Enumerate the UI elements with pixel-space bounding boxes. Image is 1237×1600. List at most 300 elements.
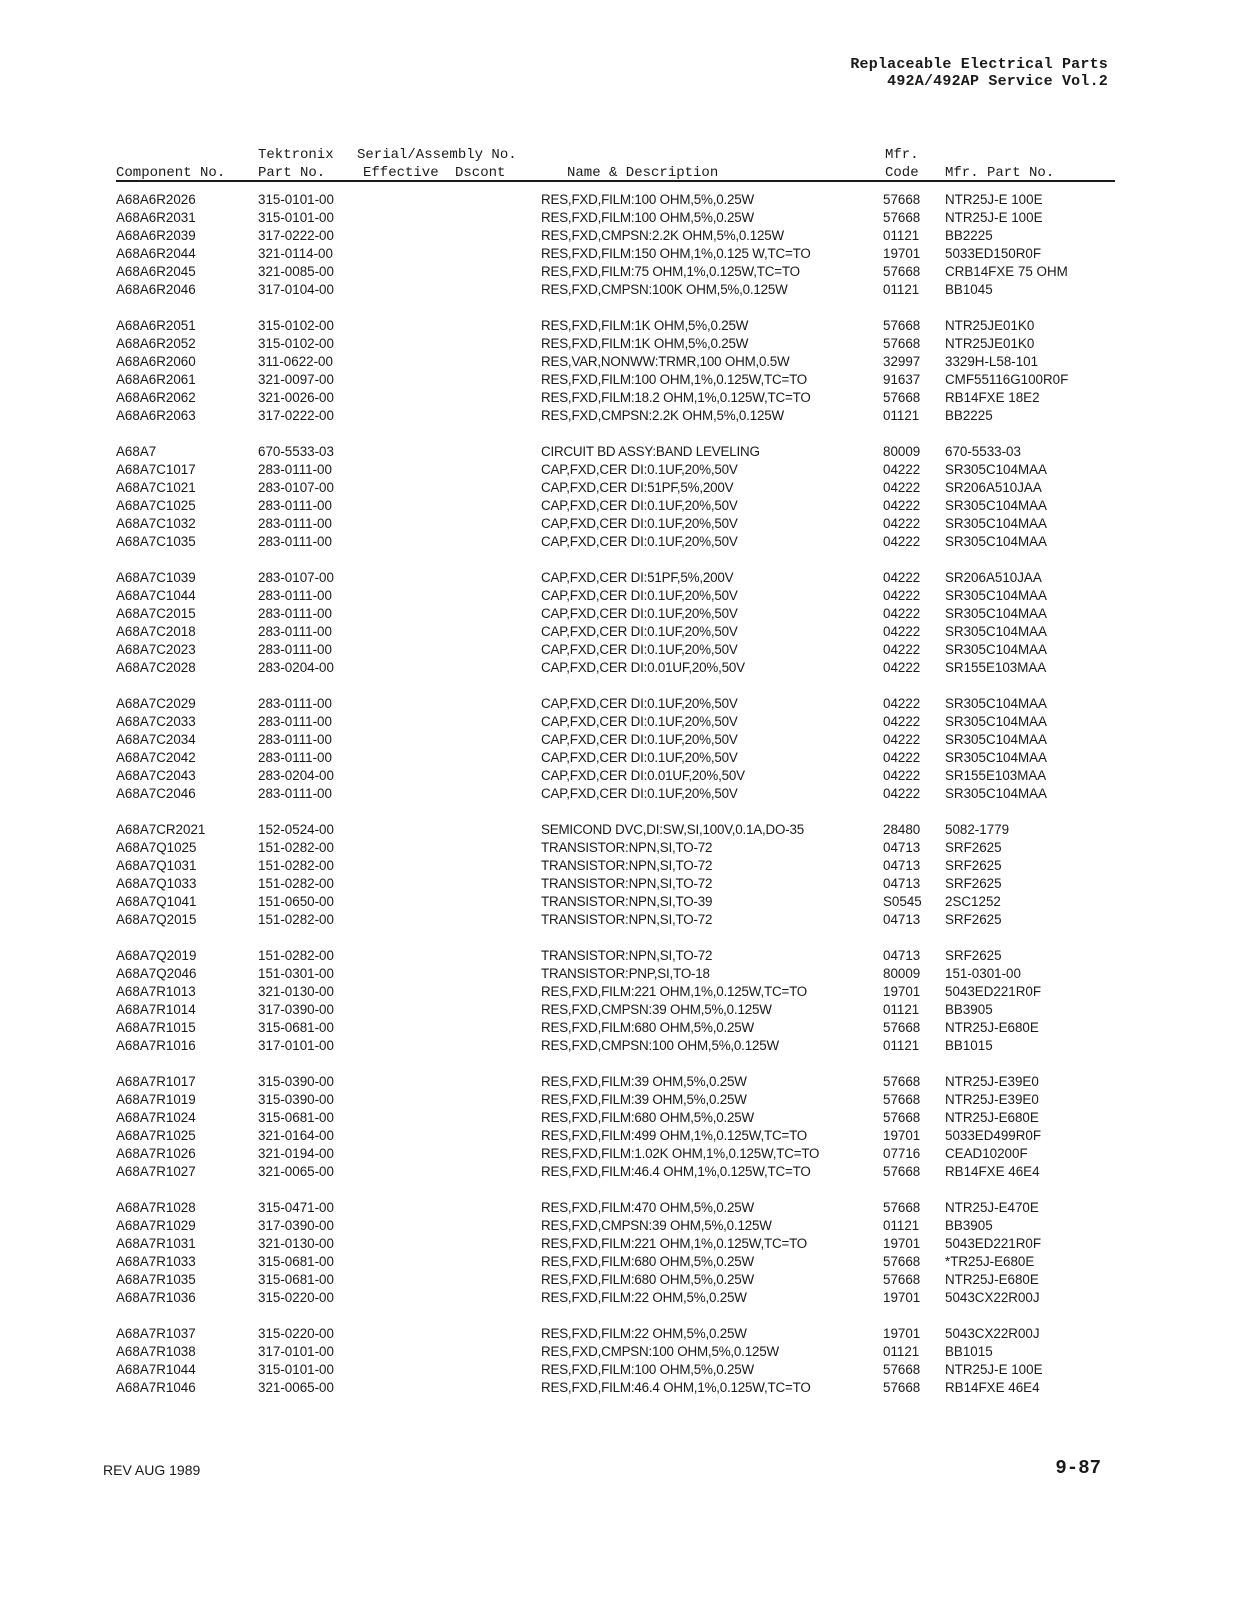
- mfr-code: 04713: [883, 876, 921, 891]
- table-row: [0, 515, 1237, 533]
- mfr-part-no: NTR25JE01K0: [945, 318, 1035, 333]
- description: CAP,FXD,CER DI:51PF,5%,200V: [541, 480, 734, 495]
- table-row: [0, 1163, 1237, 1181]
- description: RES,FXD,FILM:499 OHM,1%,0.125W,TC=TO: [541, 1128, 808, 1143]
- tek-part-no: 283-0111-00: [258, 624, 332, 639]
- table-row: [0, 947, 1237, 965]
- table-row: [0, 875, 1237, 893]
- mfr-code: 04222: [883, 714, 921, 729]
- row-group: [0, 191, 1237, 299]
- col-serial: Serial/Assembly No.: [357, 147, 517, 163]
- mfr-code: 01121: [883, 408, 920, 423]
- component-no: A68A7C2034: [116, 732, 196, 747]
- mfr-code: 80009: [883, 966, 921, 981]
- tek-part-no: 283-0111-00: [258, 588, 332, 603]
- component-no: A68A7R1026: [116, 1146, 196, 1161]
- tek-part-no: 321-0114-00: [258, 246, 333, 261]
- description: TRANSISTOR:NPN,SI,TO-72: [541, 876, 713, 891]
- tek-part-no: 315-0101-00: [258, 1362, 334, 1377]
- description: RES,FXD,CMPSN:2.2K OHM,5%,0.125W: [541, 408, 784, 423]
- mfr-part-no: SR305C104MAA: [945, 534, 1047, 549]
- table-row: [0, 1091, 1237, 1109]
- mfr-code: 57668: [883, 318, 921, 333]
- mfr-code: 19701: [883, 1326, 921, 1341]
- mfr-part-no: NTR25J-E39E0: [945, 1074, 1039, 1089]
- description: CAP,FXD,CER DI:0.1UF,20%,50V: [541, 750, 738, 765]
- tek-part-no: 321-0026-00: [258, 390, 334, 405]
- tek-part-no: 321-0065-00: [258, 1164, 334, 1179]
- table-row: [0, 353, 1237, 371]
- mfr-code: 01121: [883, 282, 920, 297]
- component-no: A68A6R2031: [116, 210, 196, 225]
- mfr-part-no: SR305C104MAA: [945, 750, 1047, 765]
- mfr-code: 57668: [883, 1254, 921, 1269]
- table-row: [0, 1343, 1237, 1361]
- mfr-part-no: 5043CX22R00J: [945, 1326, 1040, 1341]
- component-no: A68A7Q1031: [116, 858, 197, 873]
- tek-part-no: 315-0681-00: [258, 1110, 334, 1125]
- tek-part-no: 315-0101-00: [258, 210, 334, 225]
- description: CAP,FXD,CER DI:0.1UF,20%,50V: [541, 732, 738, 747]
- description: RES,FXD,CMPSN:2.2K OHM,5%,0.125W: [541, 228, 784, 243]
- mfr-part-no: SR305C104MAA: [945, 696, 1047, 711]
- description: CAP,FXD,CER DI:0.1UF,20%,50V: [541, 624, 738, 639]
- mfr-code: 57668: [883, 1272, 921, 1287]
- mfr-part-no: RB14FXE 46E4: [945, 1164, 1040, 1179]
- mfr-part-no: SR206A510JAA: [945, 480, 1042, 495]
- tek-part-no: 283-0111-00: [258, 714, 332, 729]
- mfr-part-no: BB1015: [945, 1344, 993, 1359]
- table-row: [0, 1325, 1237, 1343]
- mfr-code: 57668: [883, 192, 921, 207]
- description: CAP,FXD,CER DI:0.1UF,20%,50V: [541, 696, 738, 711]
- page-number: 9-87: [1055, 1457, 1101, 1479]
- table-row: [0, 1289, 1237, 1307]
- description: RES,FXD,FILM:221 OHM,1%,0.125W,TC=TO: [541, 1236, 808, 1251]
- tek-part-no: 283-0111-00: [258, 642, 332, 657]
- tek-part-no: 321-0130-00: [258, 1236, 334, 1251]
- mfr-part-no: SR305C104MAA: [945, 624, 1047, 639]
- header-rule: [116, 180, 1115, 182]
- tek-part-no: 315-0471-00: [258, 1200, 334, 1215]
- mfr-part-no: NTR25J-E680E: [945, 1272, 1039, 1287]
- mfr-part-no: SR305C104MAA: [945, 588, 1047, 603]
- description: RES,FXD,FILM:22 OHM,5%,0.25W: [541, 1326, 747, 1341]
- table-row: [0, 623, 1237, 641]
- mfr-code: 28480: [883, 822, 921, 837]
- mfr-part-no: SRF2625: [945, 876, 1002, 891]
- component-no: A68A7: [116, 444, 157, 459]
- description: TRANSISTOR:NPN,SI,TO-72: [541, 948, 713, 963]
- component-no: A68A7C2043: [116, 768, 196, 783]
- table-row: [0, 911, 1237, 929]
- mfr-code: 07716: [883, 1146, 921, 1161]
- component-no: A68A7CR2021: [116, 822, 206, 837]
- tek-part-no: 315-0681-00: [258, 1272, 334, 1287]
- table-row: [0, 209, 1237, 227]
- tek-part-no: 151-0282-00: [258, 840, 334, 855]
- description: TRANSISTOR:NPN,SI,TO-72: [541, 858, 713, 873]
- component-no: A68A7R1035: [116, 1272, 196, 1287]
- row-group: [0, 947, 1237, 1055]
- mfr-part-no: SR305C104MAA: [945, 498, 1047, 513]
- col-tek-line1: Tektronix: [258, 147, 334, 163]
- table-row: [0, 695, 1237, 713]
- table-row: [0, 1361, 1237, 1379]
- col-mfr-code: Code: [885, 165, 919, 181]
- mfr-part-no: NTR25J-E680E: [945, 1110, 1039, 1125]
- tek-part-no: 317-0222-00: [258, 408, 334, 423]
- description: RES,FXD,FILM:221 OHM,1%,0.125W,TC=TO: [541, 984, 808, 999]
- description: CAP,FXD,CER DI:0.01UF,20%,50V: [541, 768, 745, 783]
- mfr-code: 04713: [883, 948, 921, 963]
- mfr-part-no: NTR25J-E470E: [945, 1200, 1039, 1215]
- mfr-code: 04222: [883, 534, 921, 549]
- table-row: [0, 1271, 1237, 1289]
- table-row: [0, 479, 1237, 497]
- tek-part-no: 283-0107-00: [258, 570, 334, 585]
- description: RES,FXD,FILM:150 OHM,1%,0.125 W,TC=TO: [541, 246, 811, 261]
- table-row: [0, 335, 1237, 353]
- component-no: A68A7R1046: [116, 1380, 196, 1395]
- mfr-code: 04222: [883, 570, 921, 585]
- component-no: A68A7C2029: [116, 696, 196, 711]
- table-row: [0, 857, 1237, 875]
- component-no: A68A7R1036: [116, 1290, 196, 1305]
- mfr-part-no: BB3905: [945, 1002, 993, 1017]
- row-group: [0, 1073, 1237, 1181]
- table-row: [0, 1217, 1237, 1235]
- component-no: A68A7C2042: [116, 750, 196, 765]
- component-no: A68A7Q2019: [116, 948, 197, 963]
- description: RES,FXD,CMPSN:100 OHM,5%,0.125W: [541, 1038, 779, 1053]
- component-no: A68A7C2028: [116, 660, 196, 675]
- component-no: A68A7R1033: [116, 1254, 196, 1269]
- table-row: [0, 713, 1237, 731]
- table-row: [0, 191, 1237, 209]
- tek-part-no: 152-0524-00: [258, 822, 334, 837]
- mfr-code: 04222: [883, 462, 921, 477]
- mfr-part-no: 670-5533-03: [945, 444, 1021, 459]
- mfr-code: 01121: [883, 1344, 920, 1359]
- description: CAP,FXD,CER DI:51PF,5%,200V: [541, 570, 734, 585]
- description: RES,FXD,FILM:100 OHM,5%,0.25W: [541, 1362, 754, 1377]
- mfr-part-no: RB14FXE 46E4: [945, 1380, 1040, 1395]
- row-group: [0, 569, 1237, 677]
- parts-table: [0, 191, 1237, 1415]
- description: CAP,FXD,CER DI:0.1UF,20%,50V: [541, 534, 738, 549]
- description: RES,FXD,FILM:46.4 OHM,1%,0.125W,TC=TO: [541, 1164, 811, 1179]
- table-row: [0, 371, 1237, 389]
- tek-part-no: 283-0111-00: [258, 696, 332, 711]
- mfr-code: 19701: [883, 1290, 921, 1305]
- tek-part-no: 315-0390-00: [258, 1074, 334, 1089]
- mfr-part-no: SR155E103MAA: [945, 660, 1047, 675]
- mfr-part-no: NTR25J-E680E: [945, 1020, 1039, 1035]
- component-no: A68A7R1031: [116, 1236, 196, 1251]
- tek-part-no: 321-0130-00: [258, 984, 334, 999]
- mfr-code: 04222: [883, 624, 921, 639]
- component-no: A68A7C2033: [116, 714, 196, 729]
- table-row: [0, 1253, 1237, 1271]
- description: RES,FXD,FILM:680 OHM,5%,0.25W: [541, 1020, 754, 1035]
- footer-revision: REV AUG 1989: [103, 1462, 201, 1478]
- col-name: Name & Description: [567, 165, 719, 181]
- tek-part-no: 283-0111-00: [258, 606, 332, 621]
- tek-part-no: 321-0085-00: [258, 264, 334, 279]
- tek-part-no: 315-0220-00: [258, 1326, 334, 1341]
- description: CIRCUIT BD ASSY:BAND LEVELING: [541, 444, 760, 459]
- table-row: [0, 767, 1237, 785]
- row-group: [0, 443, 1237, 551]
- description: RES,FXD,FILM:22 OHM,5%,0.25W: [541, 1290, 747, 1305]
- mfr-code: 19701: [883, 1236, 921, 1251]
- mfr-part-no: SR305C104MAA: [945, 714, 1047, 729]
- mfr-code: 04713: [883, 840, 921, 855]
- tek-part-no: 317-0104-00: [258, 282, 334, 297]
- mfr-code: 57668: [883, 1020, 921, 1035]
- table-row: [0, 605, 1237, 623]
- tek-part-no: 315-0390-00: [258, 1092, 334, 1107]
- mfr-part-no: CRB14FXE 75 OHM: [945, 264, 1068, 279]
- tek-part-no: 283-0107-00: [258, 480, 334, 495]
- tek-part-no: 321-0065-00: [258, 1380, 334, 1395]
- component-no: A68A7R1038: [116, 1344, 196, 1359]
- table-row: [0, 965, 1237, 983]
- table-row: [0, 1073, 1237, 1091]
- description: SEMICOND DVC,DI:SW,SI,100V,0.1A,DO-35: [541, 822, 804, 837]
- description: CAP,FXD,CER DI:0.1UF,20%,50V: [541, 606, 738, 621]
- description: RES,VAR,NONWW:TRMR,100 OHM,0.5W: [541, 354, 790, 369]
- description: RES,FXD,FILM:1K OHM,5%,0.25W: [541, 318, 749, 333]
- component-no: A68A7R1015: [116, 1020, 196, 1035]
- col-tek-line2: Part No.: [258, 165, 326, 181]
- table-row: [0, 641, 1237, 659]
- mfr-code: 57668: [883, 1164, 921, 1179]
- mfr-part-no: NTR25J-E 100E: [945, 210, 1043, 225]
- tek-part-no: 283-0111-00: [258, 750, 332, 765]
- mfr-code: 04222: [883, 750, 921, 765]
- table-row: [0, 587, 1237, 605]
- mfr-code: 04222: [883, 786, 921, 801]
- mfr-code: 01121: [883, 1002, 920, 1017]
- mfr-part-no: SR206A510JAA: [945, 570, 1042, 585]
- mfr-code: 19701: [883, 1128, 921, 1143]
- component-no: A68A7R1025: [116, 1128, 196, 1143]
- mfr-part-no: SR305C104MAA: [945, 732, 1047, 747]
- component-no: A68A6R2046: [116, 282, 196, 297]
- tek-part-no: 317-0222-00: [258, 228, 334, 243]
- mfr-part-no: BB1045: [945, 282, 993, 297]
- mfr-code: 04222: [883, 516, 921, 531]
- tek-part-no: 317-0101-00: [258, 1038, 334, 1053]
- component-no: A68A7Q1041: [116, 894, 197, 909]
- page-header: [850, 56, 1108, 90]
- mfr-part-no: SR305C104MAA: [945, 462, 1047, 477]
- tek-part-no: 315-0220-00: [258, 1290, 334, 1305]
- component-no: A68A6R2060: [116, 354, 196, 369]
- mfr-code: 04222: [883, 768, 921, 783]
- tek-part-no: 317-0390-00: [258, 1218, 334, 1233]
- mfr-part-no: SRF2625: [945, 858, 1002, 873]
- mfr-code: 04713: [883, 858, 921, 873]
- tek-part-no: 283-0111-00: [258, 786, 332, 801]
- mfr-code: 57668: [883, 1110, 921, 1125]
- mfr-part-no: 5033ED499R0F: [945, 1128, 1042, 1143]
- mfr-part-no: SR305C104MAA: [945, 516, 1047, 531]
- mfr-part-no: CEAD10200F: [945, 1146, 1028, 1161]
- mfr-part-no: BB2225: [945, 228, 993, 243]
- component-no: A68A7C2023: [116, 642, 196, 657]
- table-row: [0, 443, 1237, 461]
- component-no: A68A7R1013: [116, 984, 196, 999]
- row-group: [0, 821, 1237, 929]
- component-no: A68A7C2046: [116, 786, 196, 801]
- table-row: [0, 245, 1237, 263]
- description: RES,FXD,FILM:39 OHM,5%,0.25W: [541, 1092, 747, 1107]
- description: RES,FXD,CMPSN:100K OHM,5%,0.125W: [541, 282, 788, 297]
- tek-part-no: 321-0194-00: [258, 1146, 334, 1161]
- description: RES,FXD,CMPSN:39 OHM,5%,0.125W: [541, 1002, 772, 1017]
- component-no: A68A7R1014: [116, 1002, 196, 1017]
- mfr-code: 57668: [883, 1362, 921, 1377]
- table-row: [0, 659, 1237, 677]
- mfr-code: 57668: [883, 336, 921, 351]
- mfr-code: 01121: [883, 1038, 920, 1053]
- col-mfr-part: Mfr. Part No.: [945, 165, 1055, 181]
- description: RES,FXD,FILM:680 OHM,5%,0.25W: [541, 1254, 754, 1269]
- mfr-code: 04713: [883, 912, 921, 927]
- description: RES,FXD,FILM:1.02K OHM,1%,0.125W,TC=TO: [541, 1146, 820, 1161]
- description: CAP,FXD,CER DI:0.1UF,20%,50V: [541, 642, 738, 657]
- mfr-code: 57668: [883, 1380, 921, 1395]
- row-group: [0, 1199, 1237, 1307]
- mfr-part-no: NTR25J-E39E0: [945, 1092, 1039, 1107]
- description: CAP,FXD,CER DI:0.1UF,20%,50V: [541, 498, 738, 513]
- mfr-code: 57668: [883, 1074, 921, 1089]
- component-no: A68A7R1024: [116, 1110, 196, 1125]
- mfr-code: 04222: [883, 606, 921, 621]
- component-no: A68A7Q2046: [116, 966, 197, 981]
- mfr-code: 04222: [883, 660, 921, 675]
- mfr-code: 04222: [883, 498, 921, 513]
- table-row: [0, 389, 1237, 407]
- mfr-part-no: 5043ED221R0F: [945, 1236, 1042, 1251]
- tek-part-no: 311-0622-00: [258, 354, 333, 369]
- mfr-part-no: SR155E103MAA: [945, 768, 1047, 783]
- component-no: A68A7R1027: [116, 1164, 196, 1179]
- mfr-code: S0545: [883, 894, 922, 909]
- row-group: [0, 317, 1237, 425]
- mfr-part-no: SR305C104MAA: [945, 642, 1047, 657]
- mfr-code: 04222: [883, 732, 921, 747]
- mfr-part-no: SRF2625: [945, 948, 1002, 963]
- table-row: [0, 533, 1237, 551]
- component-no: A68A6R2052: [116, 336, 196, 351]
- mfr-part-no: 5033ED150R0F: [945, 246, 1042, 261]
- tek-part-no: 321-0097-00: [258, 372, 334, 387]
- table-row: [0, 821, 1237, 839]
- component-no: A68A7R1019: [116, 1092, 196, 1107]
- table-row: [0, 461, 1237, 479]
- tek-part-no: 283-0111-00: [258, 516, 332, 531]
- tek-part-no: 151-0282-00: [258, 948, 334, 963]
- tek-part-no: 151-0650-00: [258, 894, 334, 909]
- mfr-part-no: BB1015: [945, 1038, 993, 1053]
- table-row: [0, 1199, 1237, 1217]
- description: CAP,FXD,CER DI:0.1UF,20%,50V: [541, 516, 738, 531]
- component-no: A68A7C2015: [116, 606, 196, 621]
- component-no: A68A7C1017: [116, 462, 196, 477]
- component-no: A68A7R1016: [116, 1038, 196, 1053]
- component-no: A68A6R2039: [116, 228, 196, 243]
- component-no: A68A7C2018: [116, 624, 196, 639]
- component-no: A68A7C1044: [116, 588, 196, 603]
- description: TRANSISTOR:NPN,SI,TO-39: [541, 894, 713, 909]
- mfr-code: 32997: [883, 354, 921, 369]
- description: CAP,FXD,CER DI:0.01UF,20%,50V: [541, 660, 745, 675]
- mfr-part-no: SR305C104MAA: [945, 786, 1047, 801]
- component-no: A68A7R1037: [116, 1326, 196, 1341]
- component-no: A68A6R2044: [116, 246, 196, 261]
- component-no: A68A7C1039: [116, 570, 196, 585]
- row-group: [0, 1325, 1237, 1397]
- description: RES,FXD,FILM:46.4 OHM,1%,0.125W,TC=TO: [541, 1380, 811, 1395]
- mfr-part-no: SRF2625: [945, 840, 1002, 855]
- table-row: [0, 749, 1237, 767]
- mfr-part-no: 5043CX22R00J: [945, 1290, 1040, 1305]
- table-row: [0, 1235, 1237, 1253]
- mfr-code: 57668: [883, 210, 921, 225]
- mfr-code: 04222: [883, 588, 921, 603]
- table-row: [0, 317, 1237, 335]
- table-row: [0, 227, 1237, 245]
- mfr-code: 19701: [883, 246, 921, 261]
- component-no: A68A7C1032: [116, 516, 196, 531]
- tek-part-no: 315-0681-00: [258, 1254, 334, 1269]
- table-row: [0, 731, 1237, 749]
- component-no: A68A6R2026: [116, 192, 196, 207]
- description: TRANSISTOR:NPN,SI,TO-72: [541, 912, 713, 927]
- mfr-part-no: BB2225: [945, 408, 993, 423]
- mfr-part-no: 5082-1779: [945, 822, 1010, 837]
- mfr-code: 04222: [883, 696, 921, 711]
- mfr-code: 01121: [883, 228, 920, 243]
- component-no: A68A7C1035: [116, 534, 196, 549]
- table-row: [0, 1019, 1237, 1037]
- tek-part-no: 315-0101-00: [258, 192, 334, 207]
- component-no: A68A7Q1025: [116, 840, 197, 855]
- table-row: [0, 983, 1237, 1001]
- table-row: [0, 1379, 1237, 1397]
- description: RES,FXD,FILM:1K OHM,5%,0.25W: [541, 336, 749, 351]
- mfr-code: 57668: [883, 390, 921, 405]
- tek-part-no: 315-0102-00: [258, 318, 334, 333]
- table-row: [0, 569, 1237, 587]
- tek-part-no: 317-0390-00: [258, 1002, 334, 1017]
- mfr-code: 57668: [883, 1092, 921, 1107]
- mfr-code: 04222: [883, 480, 921, 495]
- description: RES,FXD,FILM:18.2 OHM,1%,0.125W,TC=TO: [541, 390, 811, 405]
- mfr-part-no: *TR25J-E680E: [945, 1254, 1035, 1269]
- description: RES,FXD,FILM:100 OHM,1%,0.125W,TC=TO: [541, 372, 808, 387]
- col-dscont: Dscont: [455, 165, 506, 181]
- table-row: [0, 263, 1237, 281]
- mfr-part-no: 5043ED221R0F: [945, 984, 1042, 999]
- component-no: A68A7C1021: [116, 480, 196, 495]
- col-effective: Effective: [363, 165, 439, 181]
- mfr-code: 57668: [883, 264, 921, 279]
